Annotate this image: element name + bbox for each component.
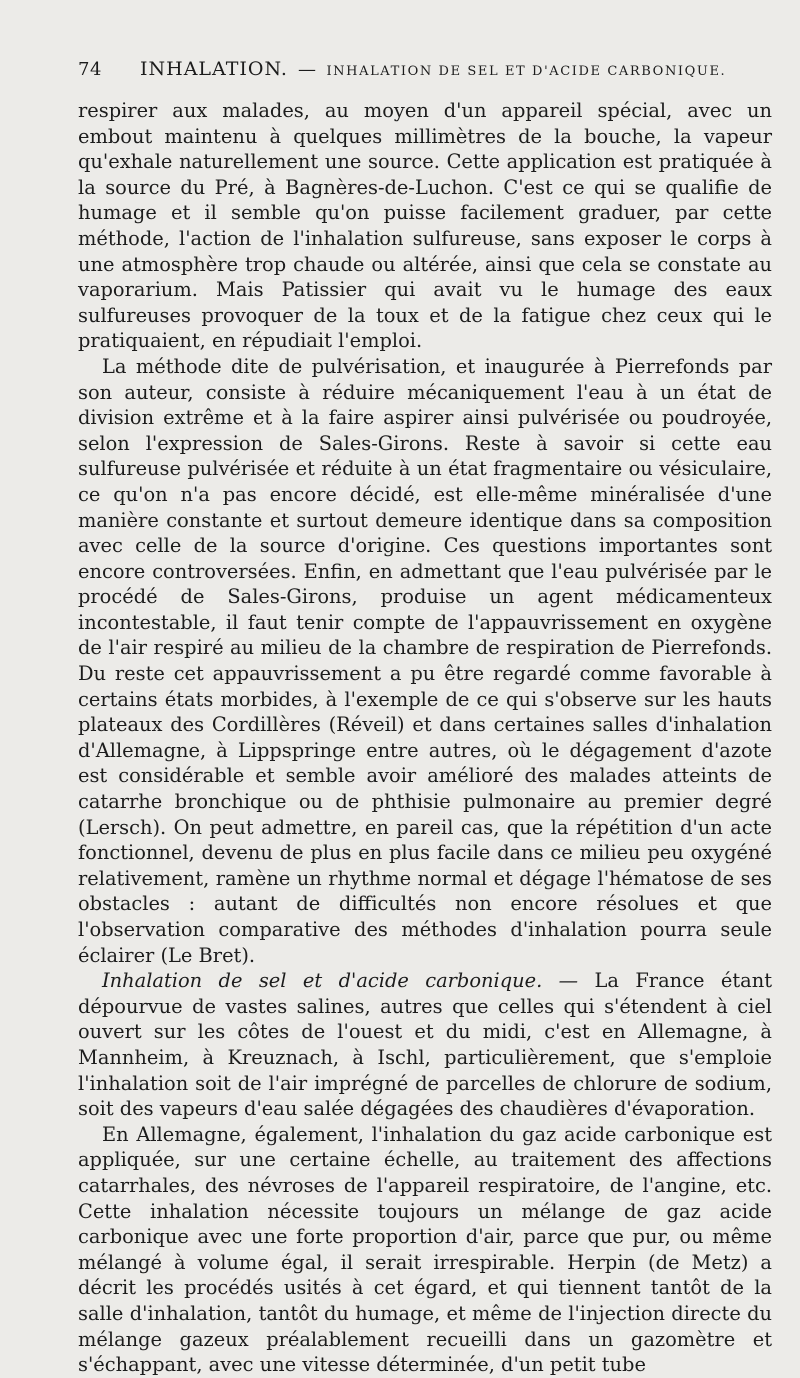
paragraph: En Allemagne, également, l'inhalation du gaz acide carbonique est appliquée, sur une certaine échelle, au traitement des affections catarrhales, des névroses de l'appareil respiratoire, de l'angine, etc. Cette inhalation nécessite toujours un mélange de gaz acide carbonique avec une forte proportion d'air, parce que pur, ou même mélangé à volume égal, il serait irrespirable. Herpin (de Metz) a décrit les procédés usités à cet égard, et qui tiennent tantôt de la salle d'inhalation, tantôt du humage, et même de l'injection directe du mélange gazeux préalablement recueilli dans un gazomètre et s'échappant, avec une vitesse déterminée, d'un petit tube bbox=[78, 1122, 772, 1377]
paragraph: respirer aux malades, au moyen d'un appareil spécial, avec un embout maintenu à quelques millimètres de la bouche, la vapeur qu'exhale naturellement une source. Cette application est pratiquée à la source du Pré, à Bagnères-de-Luchon. C'est ce qui se qualifie de humage et il semble qu'on puisse facilement graduer, par cette méthode, l'action de l'inhalation sulfureuse, sans exposer le corps à une atmosphère trop chaude ou altérée, ainsi que cela se constate au vaporarium. Mais Patissier qui avait vu le humage des eaux sulfureuses provoquer de la toux et de la fatigue chez ceux qui le pratiquaient, en répudiait l'emploi. bbox=[78, 99, 772, 353]
section-heading: Inhalation de sel et d'acide carbonique. — bbox=[102, 969, 579, 993]
paragraph-section bbox=[78, 968, 772, 1122]
running-header bbox=[78, 58, 772, 98]
running-separator: — bbox=[297, 59, 317, 80]
body-text bbox=[78, 98, 772, 1378]
running-title: INHALATION. bbox=[140, 58, 288, 80]
running-subtitle: INHALATION DE SEL ET D'ACIDE CARBONIQUE. bbox=[326, 64, 727, 79]
paragraph: La méthode dite de pulvérisation, et inaugurée à Pierrefonds par son auteur, consiste à réduire mécaniquement l'eau à un état de division extrême et à la faire aspirer ainsi pulvérisée ou poudroyée, selon l'expression de Sales-Girons. Reste à savoir si cette eau sulfureuse pulvérisée et réduite à un état fragmentaire ou vésiculaire, ce qu'on n'a pas encore décidé, est elle-même minéralisée d'une manière constante et surtout demeure identique dans sa composition avec celle de la source d'origine. Ces questions importantes sont encore controversées. Enfin, en admettant que l'eau pulvérisée par le procédé de Sales-Girons, produise un agent médicamenteux incontestable, il faut tenir compte de l'appauvrissement en oxygène de l'air respiré au milieu de la chambre de respiration de Pierrefonds. Du reste cet appauvrissement a pu être regardé comme favorable à certains états morbides, à l'exemple de ce qui s'observe sur les hauts plateaux des Cordillères (Réveil) et dans certaines salles d'inhalation d'Allemagne, à Lippspringe entre autres, où le dégagement d'azote est considérable et semble avoir amélioré des malades atteints de catarrhe bronchique ou de phthisie pulmonaire au premier degré (Lersch). On peut admettre, en pareil cas, que la répétition d'un acte fonctionnel, devenu de plus en plus facile dans ce milieu peu oxygéné relativement, ramène un rhythme normal et dégage l'hématose de ses obstacles : autant de difficultés non encore résolues et que l'observation comparative des méthodes d'inhalation pourra seule éclairer (Le Bret). bbox=[78, 354, 772, 967]
section-paragraph-text: La France étant dépourvue de vastes salines, autres que celles qui s'étendent à ciel ouvert sur les côtes de l'ouest et du midi, c'est en Allemagne, à Mannheim, à Kreuznach, à Ischl, particulièrement, que s'emploie l'inhalation soit de l'air imprégné de parcelles de chlorure de sodium, soit des vapeurs d'eau salée dégagées des chaudières d'évaporation. bbox=[78, 969, 772, 1121]
page-number: 74 bbox=[78, 59, 102, 80]
